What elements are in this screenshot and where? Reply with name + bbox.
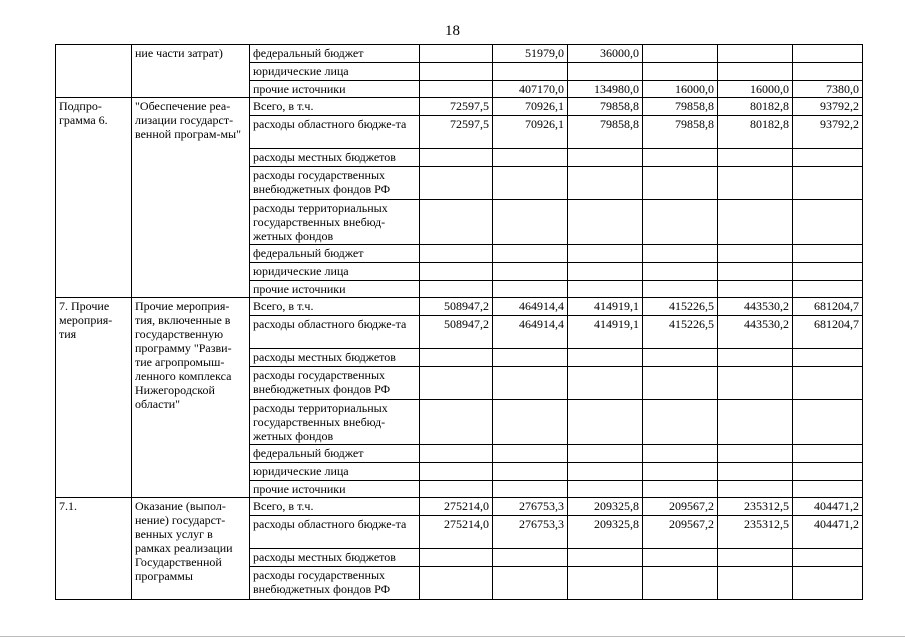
funding-source-cell: Всего, в т.ч. — [250, 498, 420, 516]
amount-cell — [420, 281, 493, 298]
amount-cell — [718, 400, 793, 445]
amount-cell — [568, 245, 643, 263]
amount-cell — [420, 349, 493, 367]
amount-cell: 464914,4 — [493, 316, 568, 349]
amount-cell — [420, 400, 493, 445]
amount-cell — [420, 463, 493, 481]
amount-cell: 209567,2 — [643, 516, 718, 549]
amount-cell — [420, 167, 493, 200]
amount-cell: 276753,3 — [493, 516, 568, 549]
program-name-cell: Прочие мероприя-тия, включенные в государственную программу "Разви-тие агропромыш-ленного комплекса Нижегородской области" — [132, 298, 250, 498]
amount-cell — [493, 445, 568, 463]
amount-cell — [793, 281, 863, 298]
amount-cell: 80182,8 — [718, 98, 793, 116]
amount-cell — [568, 367, 643, 400]
amount-cell — [643, 349, 718, 367]
funding-source-cell: расходы областного бюдже-та — [250, 516, 420, 549]
table-row — [56, 498, 863, 516]
scan-edge-line — [0, 636, 905, 637]
amount-cell — [793, 445, 863, 463]
amount-cell — [493, 367, 568, 400]
amount-cell — [493, 167, 568, 200]
amount-cell — [493, 245, 568, 263]
amount-cell — [568, 567, 643, 600]
amount-cell — [718, 549, 793, 567]
amount-cell — [493, 400, 568, 445]
funding-source-cell: прочие источники — [250, 81, 420, 98]
amount-cell — [420, 45, 493, 63]
amount-cell — [643, 567, 718, 600]
amount-cell — [643, 245, 718, 263]
amount-cell: 70926,1 — [493, 116, 568, 149]
amount-cell: 209325,8 — [568, 498, 643, 516]
amount-cell: 79858,8 — [568, 116, 643, 149]
page-number: 18 — [445, 23, 460, 39]
amount-cell — [643, 63, 718, 81]
amount-cell — [643, 400, 718, 445]
amount-cell — [793, 200, 863, 245]
amount-cell — [718, 263, 793, 281]
amount-cell — [420, 567, 493, 600]
amount-cell: 72597,5 — [420, 98, 493, 116]
amount-cell — [718, 281, 793, 298]
amount-cell — [493, 349, 568, 367]
funding-source-cell: Всего, в т.ч. — [250, 298, 420, 316]
amount-cell: 443530,2 — [718, 316, 793, 349]
amount-cell — [493, 149, 568, 167]
amount-cell: 407170,0 — [493, 81, 568, 98]
funding-source-cell: прочие источники — [250, 281, 420, 298]
amount-cell — [420, 549, 493, 567]
amount-cell — [643, 263, 718, 281]
amount-cell — [718, 200, 793, 245]
program-number-cell: 7.1. — [56, 498, 132, 600]
amount-cell — [568, 281, 643, 298]
amount-cell — [420, 63, 493, 81]
amount-cell — [718, 149, 793, 167]
amount-cell — [493, 281, 568, 298]
amount-cell — [493, 481, 568, 498]
amount-cell — [718, 463, 793, 481]
funding-source-cell: расходы областного бюдже-та — [250, 116, 420, 149]
funding-source-cell: расходы местных бюджетов — [250, 349, 420, 367]
amount-cell — [493, 63, 568, 81]
amount-cell — [718, 349, 793, 367]
amount-cell — [420, 200, 493, 245]
amount-cell: 681204,7 — [793, 298, 863, 316]
amount-cell — [793, 45, 863, 63]
amount-cell — [420, 367, 493, 400]
amount-cell: 275214,0 — [420, 516, 493, 549]
program-number-cell: Подпро-грамма 6. — [56, 98, 132, 298]
amount-cell — [793, 367, 863, 400]
amount-cell: 16000,0 — [643, 81, 718, 98]
amount-cell — [643, 481, 718, 498]
table-row — [56, 45, 863, 63]
amount-cell: 404471,2 — [793, 498, 863, 516]
amount-cell: 681204,7 — [793, 316, 863, 349]
funding-source-cell: федеральный бюджет — [250, 445, 420, 463]
funding-source-cell: расходы территориальных государственных внебюд-жетных фондов — [250, 400, 420, 445]
amount-cell — [718, 245, 793, 263]
amount-cell — [568, 445, 643, 463]
amount-cell — [793, 400, 863, 445]
amount-cell — [643, 463, 718, 481]
amount-cell — [568, 481, 643, 498]
amount-cell: 93792,2 — [793, 116, 863, 149]
amount-cell: 464914,4 — [493, 298, 568, 316]
amount-cell — [643, 281, 718, 298]
funding-source-cell: юридические лица — [250, 463, 420, 481]
amount-cell: 72597,5 — [420, 116, 493, 149]
program-number-cell — [56, 45, 132, 98]
amount-cell — [718, 167, 793, 200]
amount-cell — [493, 200, 568, 245]
amount-cell — [420, 149, 493, 167]
amount-cell — [493, 263, 568, 281]
amount-cell — [643, 167, 718, 200]
amount-cell — [420, 445, 493, 463]
amount-cell: 79858,8 — [568, 98, 643, 116]
program-name-cell: "Обеспечение реа-лизации государст-венной програм-мы" — [132, 98, 250, 298]
amount-cell: 276753,3 — [493, 498, 568, 516]
amount-cell — [568, 349, 643, 367]
amount-cell — [568, 463, 643, 481]
amount-cell: 275214,0 — [420, 498, 493, 516]
amount-cell — [718, 481, 793, 498]
amount-cell — [420, 263, 493, 281]
amount-cell — [718, 567, 793, 600]
amount-cell — [643, 549, 718, 567]
amount-cell: 414919,1 — [568, 316, 643, 349]
amount-cell — [793, 549, 863, 567]
funding-source-cell: федеральный бюджет — [250, 245, 420, 263]
amount-cell — [493, 567, 568, 600]
amount-cell: 508947,2 — [420, 316, 493, 349]
amount-cell: 235312,5 — [718, 498, 793, 516]
funding-source-cell: расходы государственных внебюджетных фондов РФ — [250, 567, 420, 600]
amount-cell: 79858,8 — [643, 98, 718, 116]
amount-cell — [568, 263, 643, 281]
funding-source-cell: юридические лица — [250, 63, 420, 81]
funding-source-cell: расходы областного бюдже-та — [250, 316, 420, 349]
program-name-cell: Оказание (выпол-нение) государст-венных услуг в рамках реализации Государственной программы — [132, 498, 250, 600]
funding-source-cell: расходы территориальных государственных внебюд-жетных фондов — [250, 200, 420, 245]
funding-source-cell: Всего, в т.ч. — [250, 98, 420, 116]
amount-cell — [643, 367, 718, 400]
amount-cell: 16000,0 — [718, 81, 793, 98]
amount-cell: 415226,5 — [643, 316, 718, 349]
amount-cell — [493, 549, 568, 567]
amount-cell: 508947,2 — [420, 298, 493, 316]
amount-cell: 80182,8 — [718, 116, 793, 149]
amount-cell: 404471,2 — [793, 516, 863, 549]
amount-cell — [420, 245, 493, 263]
amount-cell: 70926,1 — [493, 98, 568, 116]
amount-cell — [643, 149, 718, 167]
amount-cell — [643, 200, 718, 245]
amount-cell — [420, 481, 493, 498]
amount-cell: 134980,0 — [568, 81, 643, 98]
amount-cell: 209567,2 — [643, 498, 718, 516]
table-row — [56, 98, 863, 116]
funding-source-cell: расходы государственных внебюджетных фондов РФ — [250, 367, 420, 400]
amount-cell: 209325,8 — [568, 516, 643, 549]
funding-source-cell: федеральный бюджет — [250, 45, 420, 63]
amount-cell: 93792,2 — [793, 98, 863, 116]
amount-cell: 79858,8 — [643, 116, 718, 149]
amount-cell — [793, 567, 863, 600]
amount-cell: 7380,0 — [793, 81, 863, 98]
program-name-cell: ние части затрат) — [132, 45, 250, 98]
table-row — [56, 298, 863, 316]
funding-source-cell: юридические лица — [250, 263, 420, 281]
amount-cell — [568, 549, 643, 567]
amount-cell: 36000,0 — [568, 45, 643, 63]
amount-cell — [493, 463, 568, 481]
amount-cell — [718, 45, 793, 63]
amount-cell — [793, 463, 863, 481]
amount-cell — [793, 263, 863, 281]
amount-cell — [568, 400, 643, 445]
amount-cell — [793, 167, 863, 200]
amount-cell — [718, 445, 793, 463]
amount-cell — [568, 63, 643, 81]
amount-cell — [793, 245, 863, 263]
amount-cell — [568, 149, 643, 167]
amount-cell — [793, 149, 863, 167]
amount-cell — [568, 167, 643, 200]
amount-cell — [568, 200, 643, 245]
amount-cell — [420, 81, 493, 98]
funding-source-cell: расходы государственных внебюджетных фондов РФ — [250, 167, 420, 200]
funding-source-cell: расходы местных бюджетов — [250, 549, 420, 567]
amount-cell — [643, 45, 718, 63]
funding-source-cell: расходы местных бюджетов — [250, 149, 420, 167]
amount-cell: 415226,5 — [643, 298, 718, 316]
amount-cell — [643, 445, 718, 463]
amount-cell — [718, 63, 793, 81]
funding-source-cell: прочие источники — [250, 481, 420, 498]
amount-cell — [793, 63, 863, 81]
amount-cell: 51979,0 — [493, 45, 568, 63]
amount-cell — [793, 349, 863, 367]
amount-cell: 235312,5 — [718, 516, 793, 549]
amount-cell: 443530,2 — [718, 298, 793, 316]
amount-cell — [718, 367, 793, 400]
program-number-cell: 7. Прочие мероприя-тия — [56, 298, 132, 498]
amount-cell — [793, 481, 863, 498]
budget-table — [55, 44, 863, 600]
amount-cell: 414919,1 — [568, 298, 643, 316]
